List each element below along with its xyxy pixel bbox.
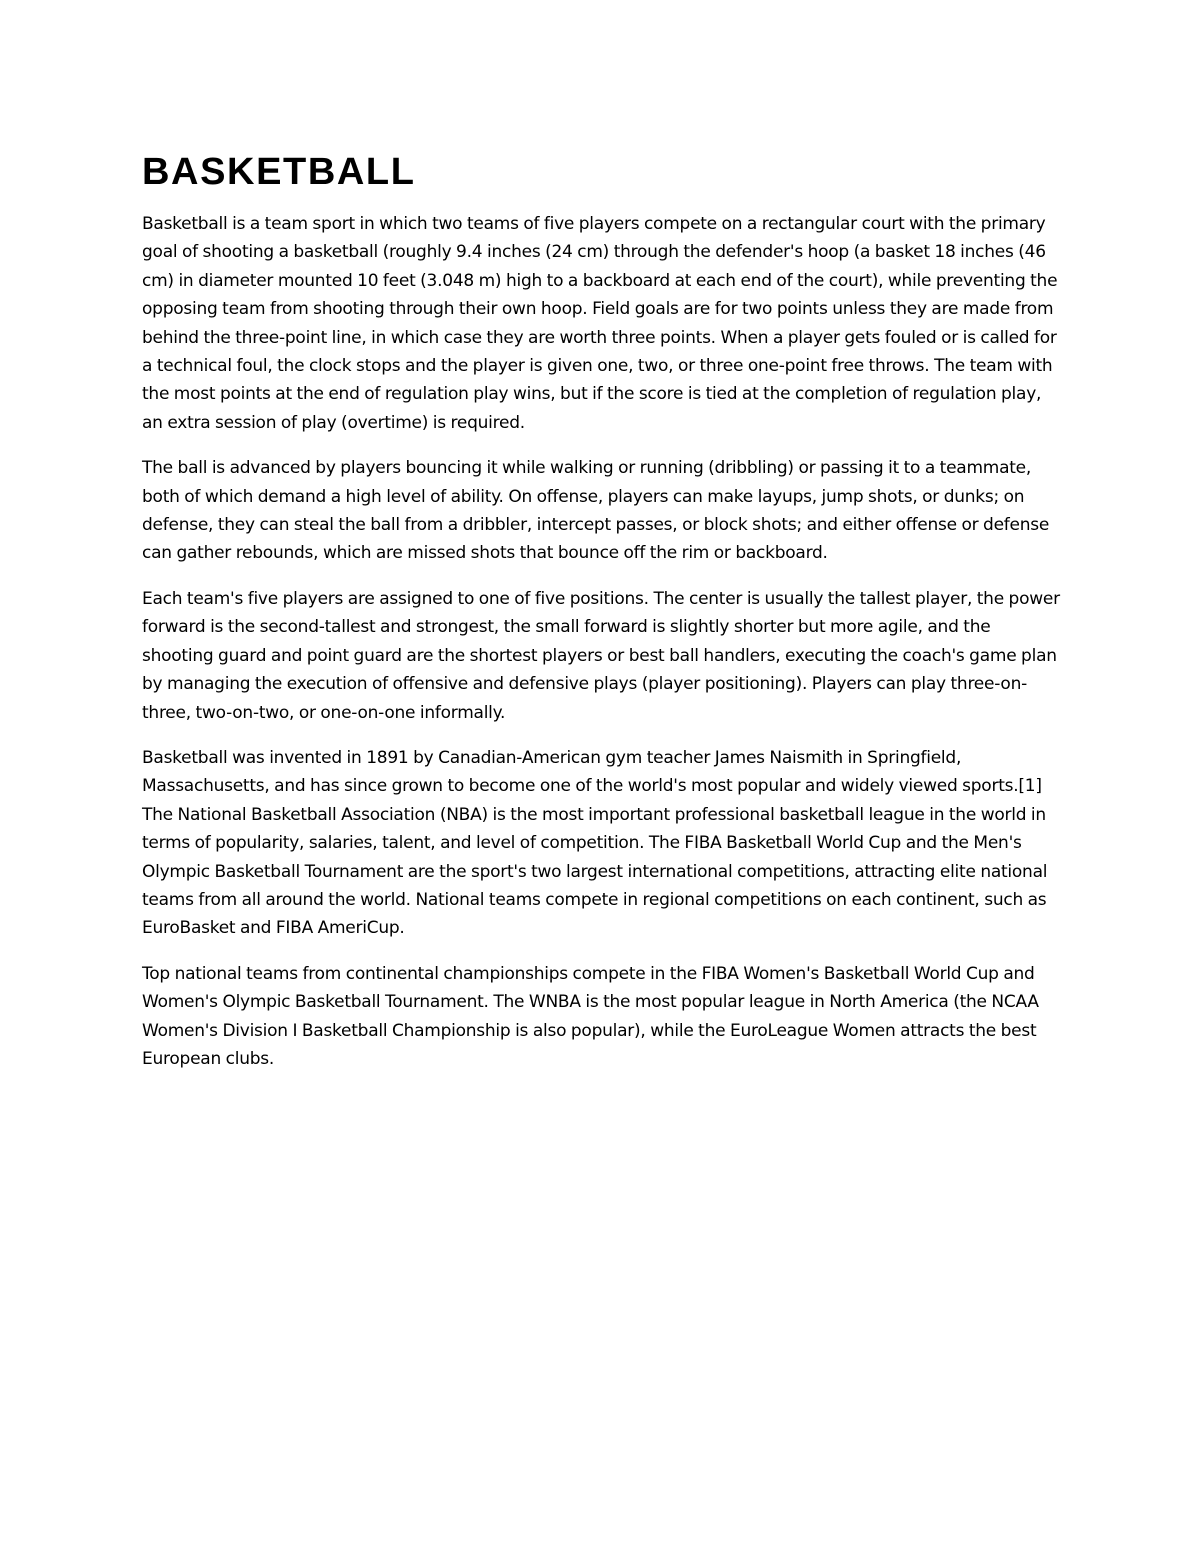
document-title: BASKETBALL — [142, 151, 416, 193]
paragraph-history: Basketball was invented in 1891 by Canadian-American gym teacher James Naismith in Springfield, Massachusetts, and has since grown to become one of the world's most popular and widely viewed sports.[1] The National Basketball Association (NBA) is the most important professional basketball league in the world in terms of popularity, salaries, talent, and level of competition. The FIBA Basketball World Cup and the Men's Olympic Basketball Tournament are the sport's two largest international competitions, attracting elite national teams from all around the world. National teams compete in regional competitions on each continent, such as EuroBasket and FIBA AmeriCup. — [142, 747, 1048, 939]
paragraph-play: The ball is advanced by players bouncing it while walking or running (dribbling) or passing it to a teammate, both of which demand a high level of ability. On offense, players can make layups, jump shots, or dunks; on defense, they can steal the ball from a dribbler, intercept passes, or block shots; and either offense or defense can gather rebounds, which are missed shots that bounce off the rim or backboard. — [142, 458, 1050, 564]
paragraph-womens-basketball: Top national teams from continental championships compete in the FIBA Women's Basketball World Cup and Women's Olympic Basketball Tournament. The WNBA is the most popular league in North America (the NCAA Women's Division I Basketball Championship is also popular), while the EuroLeague Women attracts the best European clubs. — [142, 963, 1039, 1069]
paragraph-positions: Each team's five players are assigned to one of five positions. The center is usually the tallest player, the power forward is the second-tallest and strongest, the small forward is slightly shorter but more agile, and the shooting guard and point guard are the shortest players or best ball handlers, executing the coach's game plan by managing the execution of offensive and defensive plays (player positioning). Players can play three-on-three, two-on-two, or one-on-one informally. — [142, 588, 1060, 723]
paragraph-rules: Basketball is a team sport in which two teams of five players compete on a rectangular court with the primary goal of shooting a basketball (roughly 9.4 inches (24 cm) through the defender's hoop (a basket 18 inches (46 cm) in diameter mounted 10 feet (3.048 m) high to a backboard at each end of the court), while preventing the opposing team from shooting through their own hoop. Field goals are for two points unless they are made from behind the three-point line, in which case they are worth three points. When a player gets fouled or is called for a technical foul, the clock stops and the player is given one, two, or three one-point free throws. The team with the most points at the end of regulation play wins, but if the score is tied at the completion of regulation play, an extra session of play (overtime) is required. — [142, 214, 1058, 433]
